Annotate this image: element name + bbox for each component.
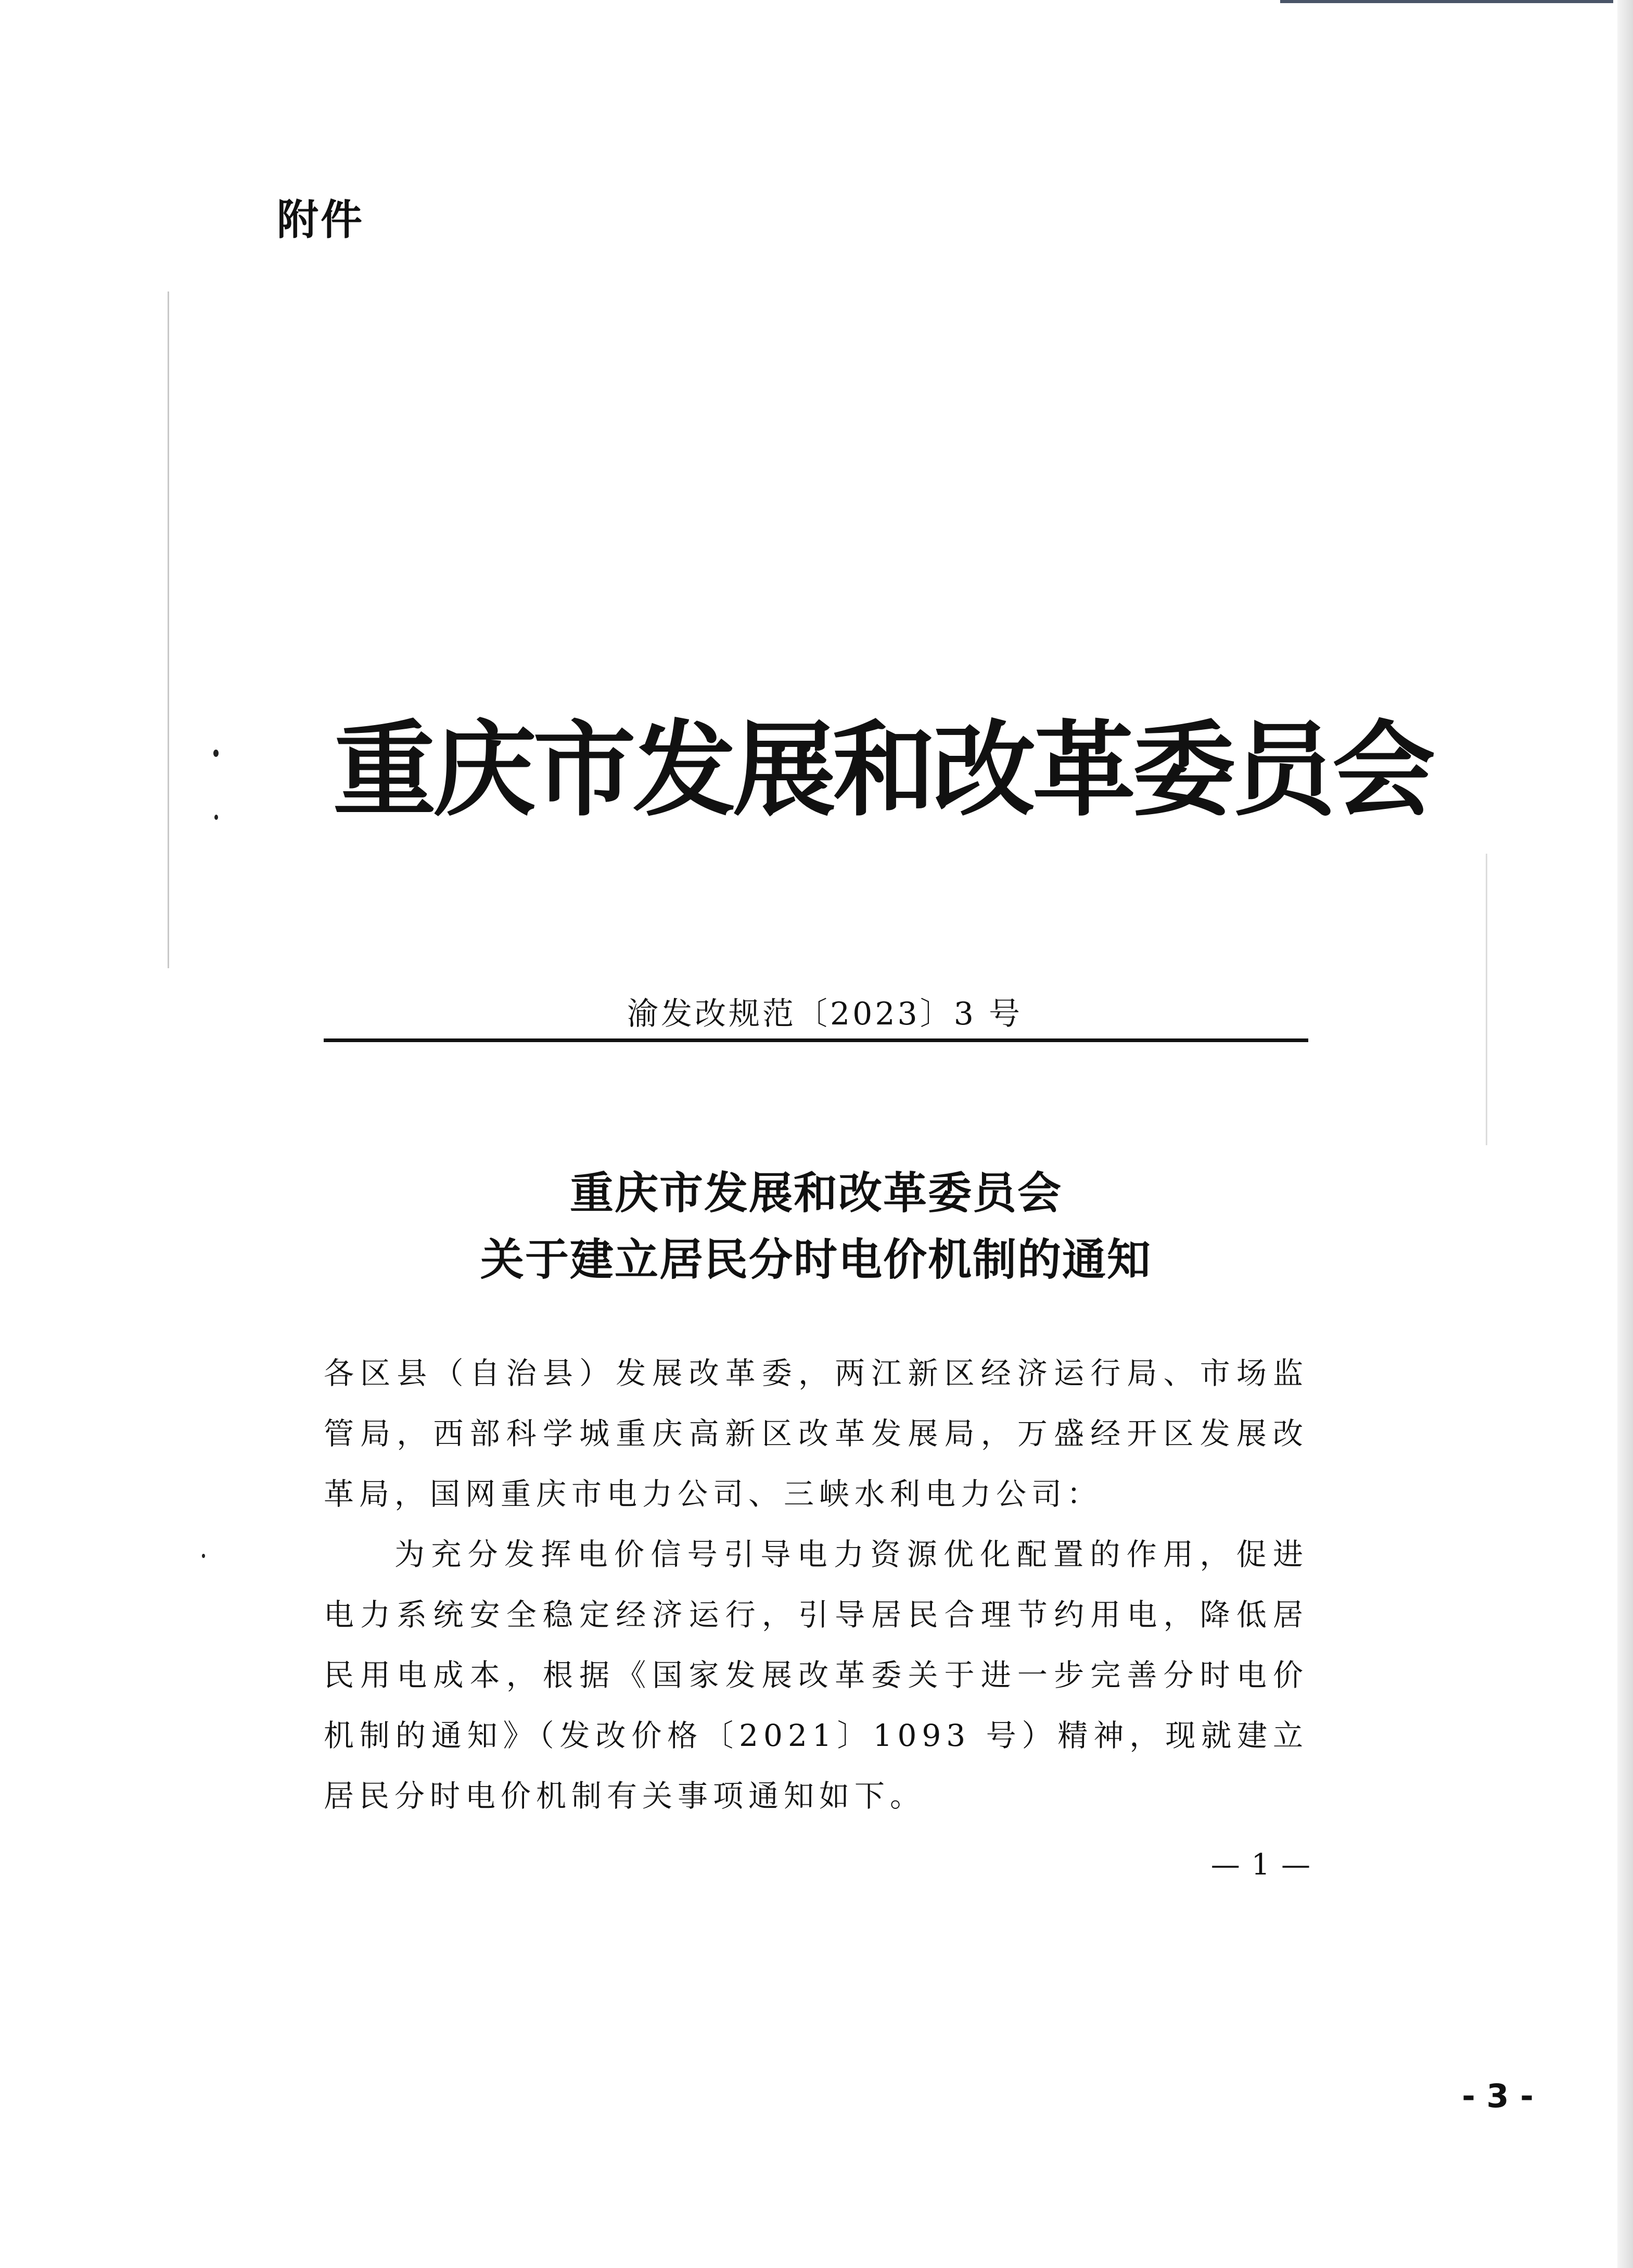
- scan-speck: [213, 750, 219, 757]
- scan-speck: [202, 1554, 205, 1558]
- header-divider: [324, 1038, 1308, 1042]
- document-number: 渝发改规范〔2023〕3 号: [627, 996, 1023, 1032]
- body-paragraph: 为充分发挥电价信号引导电力资源优化配置的作用，促进电力系统安全稳定经济运行，引导居民合理节约用电，降低居民用电成本，根据《国家发展改革委关于进一步完善分时电价机制的通知》（发改价格〔2021〕1093 号）精神，现就建立居民分时电价机制有关事项通知如下。: [324, 1537, 1308, 1814]
- scan-speck: [214, 815, 218, 820]
- outer-page-number: - 3 -: [1462, 2077, 1534, 2115]
- inner-page-number: — 1 —: [1210, 1848, 1311, 1882]
- scan-top-mark: [1280, 0, 1613, 3]
- title-line-2: 关于建立居民分时电价机制的通知: [480, 1234, 1152, 1285]
- title-line-1: 重庆市发展和改革委员会: [569, 1167, 1062, 1219]
- recipients-paragraph: 各区县（自治县）发展改革委，两江新区经济运行局、市场监管局，西部科学城重庆高新区改革发展局，万盛经开区发展改革局，国网重庆市电力公司、三峡水利电力公司：: [324, 1355, 1308, 1512]
- document-body: [324, 1343, 1308, 1826]
- attachment-label: 附件: [277, 196, 364, 244]
- scan-margin-line-right: [1486, 854, 1487, 1145]
- document-title: [324, 1160, 1308, 1293]
- issuer-masthead: 重庆市发展和改革委员会: [333, 710, 1432, 830]
- scan-margin-line: [168, 292, 169, 968]
- scan-edge: [1617, 0, 1633, 2268]
